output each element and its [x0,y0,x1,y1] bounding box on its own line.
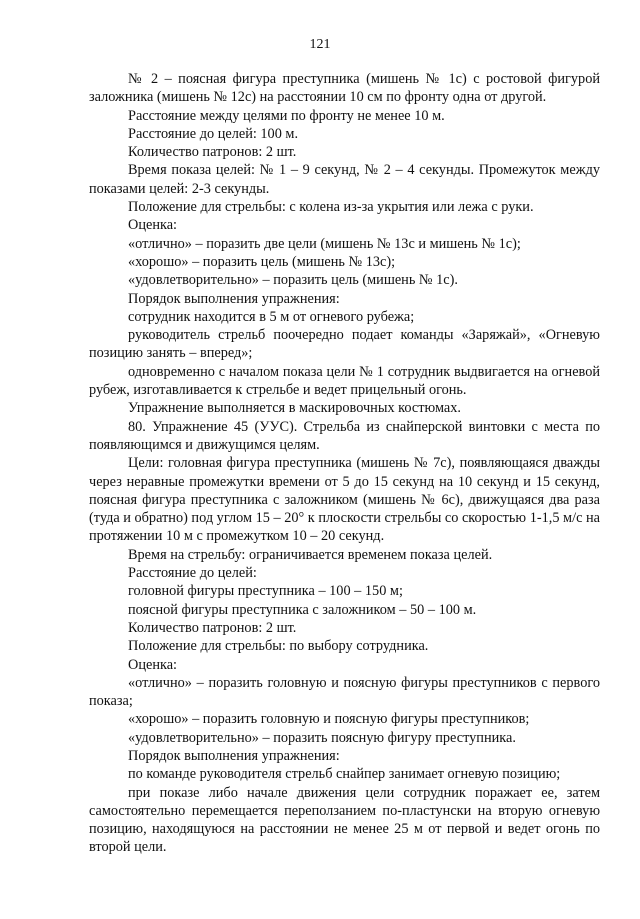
paragraph: одновременно с началом показа цели № 1 сотрудник выдвигается на огневой рубеж, изготавливается к стрельбе и ведет прицельный огонь. [89,363,600,399]
paragraph: «отлично» – поразить две цели (мишень № 13с и мишень № 1с); [128,235,521,252]
paragraph: «удовлетворительно» – поразить цель (мишень № 1с). [128,272,458,289]
paragraph: Время на стрельбу: ограничивается временем показа целей. [128,546,493,563]
paragraph: Порядок выполнения упражнения: [128,290,340,307]
paragraph: при показе либо начале движения цели сотрудник поражает ее, затем самостоятельно перемещается переползанием по-пластунски на вторую огневую позицию, находящуюся на расстоянии не менее 25 м от первой и ведет огонь по второй цели. [89,784,600,856]
paragraph: Расстояние до целей: [128,565,257,582]
paragraph: «удовлетворительно» – поразить поясную фигуру преступника. [128,729,516,746]
document-body [89,70,600,857]
paragraph: «отлично» – поразить головную и поясную фигуры преступников с первого показа; [89,674,600,710]
paragraph: Положение для стрельбы: с колена из-за укрытия или лежа с руки. [128,199,534,216]
paragraph: сотрудник находится в 5 м от огневого рубежа; [128,308,415,325]
paragraph: Положение для стрельбы: по выбору сотрудника. [128,638,429,655]
paragraph: Порядок выполнения упражнения: [128,747,340,764]
paragraph: Оценка: [128,656,178,673]
paragraph: «хорошо» – поразить цель (мишень № 13с); [128,253,396,270]
paragraph: Цели: головная фигура преступника (мишень № 7с), появляющаяся дважды через неравные промежутки времени от 5 до 15 секунд на 10 секунд и 15 секунд, поясная фигура преступника с заложником (мишень № 6с), движущаяся два раза (туда и обратно) под углом 15 – 20° к плоскости стрельбы со скоростью 1-1,5 м/с на протяжении 10 м с промежутком 10 – 20 секунд. [89,455,600,545]
paragraph: Время показа целей: № 1 – 9 секунд, № 2 – 4 секунды. Промежуток между показами целей: 2-3 секунды. [89,162,600,197]
paragraph: Оценка: [128,217,178,234]
paragraph: 80. Упражнение 45 (УУС). Стрельба из снайперской винтовки с места по появляющимся и движущимся целям. [89,418,600,453]
paragraph: Количество патронов: 2 шт. [128,144,297,161]
paragraph: поясной фигуры преступника с заложником – 50 – 100 м. [128,601,477,618]
paragraph: «хорошо» – поразить головную и поясную фигуры преступников; [128,711,530,728]
paragraph: Расстояние до целей: 100 м. [128,125,299,142]
paragraph: Упражнение выполняется в маскировочных костюмах. [128,400,461,417]
paragraph: Расстояние между целями по фронту не менее 10 м. [128,107,445,124]
paragraph: руководитель стрельб поочередно подает команды «Заряжай», «Огневую позицию занять – вперед»; [89,327,600,362]
paragraph: Количество патронов: 2 шт. [128,619,297,636]
page-number: 121 [309,37,331,52]
paragraph: по команде руководителя стрельб снайпер занимает огневую позицию; [128,766,561,783]
paragraph: головной фигуры преступника – 100 – 150 м; [128,583,403,600]
paragraph: № 2 – поясная фигура преступника (мишень № 1с) с ростовой фигурой заложника (мишень № 12с) на расстоянии 10 см по фронту одна от другой. [89,71,600,106]
